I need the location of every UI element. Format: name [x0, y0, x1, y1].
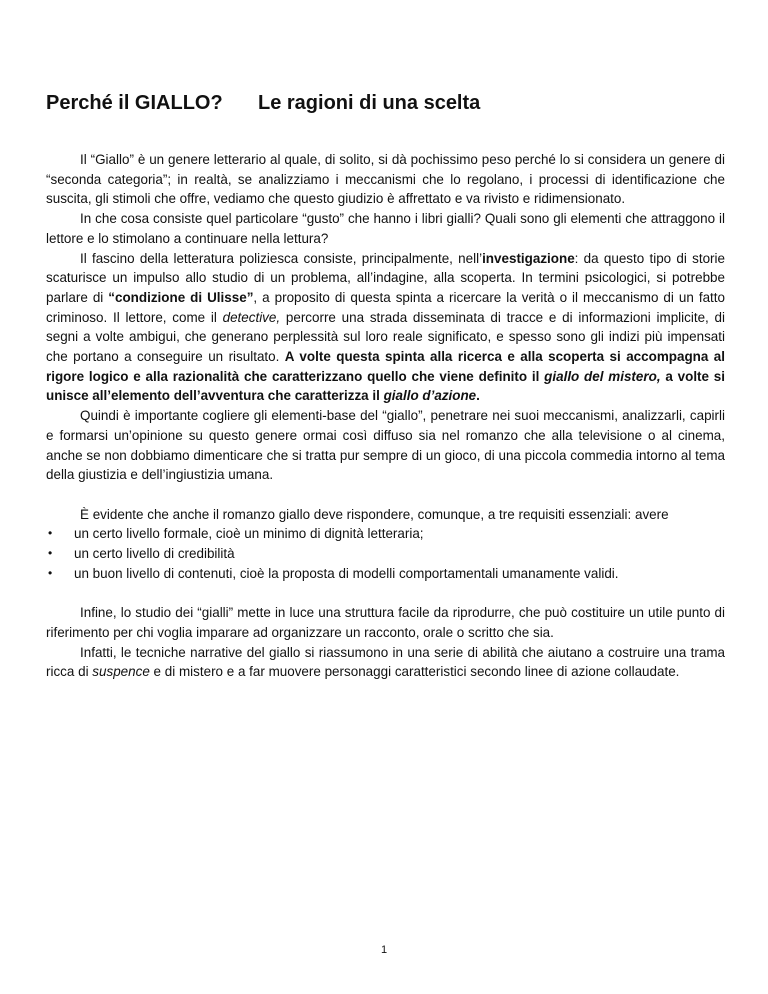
giallo-del-mistero-term: giallo del mistero, — [544, 368, 661, 384]
paragraph-3-bold-text: a volte si unisce all’elemento dell’avventura che caratterizza il — [46, 368, 726, 404]
condizione-di-ulisse-term: “condizione di Ulisse” — [108, 289, 254, 305]
paragraph-3-text: , a proposito di questa spinta a ricercare la verità o il meccanismo di un fatto criminoso. Il lettore, come il — [46, 289, 725, 325]
list-item-text: un buon livello di contenuti, cioè la proposta di modelli comportamentali umanamente validi. — [74, 565, 619, 581]
suspence-term: suspence — [92, 664, 150, 680]
paragraph-4: Quindi è importante cogliere gli elementi-base del “giallo”, penetrare nei suoi meccanismi, analizzarli, capirli e formarsi un’opinione su questo genere ormai così diffuso sia nel romanzo che alla televisione o al cinema, anche se non dobbiamo dimenticare che si tratta pur sempre di un gioco, di una piccola commedia intorno al tema della giustizia e dell’ingiustizia umana. — [46, 408, 725, 483]
title-subtitle: Le ragioni di una scelta — [258, 92, 481, 114]
paragraph-1: Il “Giallo” è un genere letterario al quale, di solito, si dà pochissimo peso perché lo si considera un genere di “seconda categoria”; in realtà, se analizziamo i meccanismi che lo regolano, i processi di identificazione che suscita, gli stimoli che offre, vediamo che questo giudizio è affrettato e va rivisto e ridimensionato. — [46, 152, 725, 207]
paragraph-5: È evidente che anche il romanzo giallo deve rispondere, comunque, a tre requisiti essenziali: avere — [80, 506, 669, 522]
list-item — [46, 564, 725, 584]
list-item-text: un certo livello di credibilità — [74, 546, 235, 562]
requirements-list — [46, 524, 725, 583]
page-number: 1 — [380, 944, 388, 956]
list-item-text: un certo livello formale, cioè un minimo di dignità letteraria; — [74, 526, 424, 542]
title-main: Perché il GIALLO? — [46, 92, 223, 114]
paragraph-3-bold-text: . — [476, 388, 480, 404]
document-body — [46, 150, 725, 682]
bullet-icon: • — [48, 526, 53, 541]
page-title — [46, 92, 726, 115]
paragraph-3-bold-text: A volte questa spinta alla ricerca e alla scoperta si accompagna al rigore logico e alla razionalità che caratterizzano quello che viene definito il — [46, 349, 725, 384]
paragraph-3-text: : da questo tipo di storie scaturisce un impulso allo studio di un problema, all’indagine, alla scoperta. In termini psicologici, si potrebbe parlare di — [46, 250, 725, 305]
list-item — [46, 524, 725, 544]
bullet-icon: • — [48, 546, 53, 561]
paragraph-7-text: Infatti, le tecniche narrative del giallo si riassumono in una serie di abilità che aiutano a costruire una trama ricca di — [46, 644, 725, 680]
paragraph-6: Infine, lo studio dei “gialli” mette in luce una struttura facile da riprodurre, che può costituire un utile punto di riferimento per chi voglia imparare ad organizzare un racconto, orale o scritto che sia. — [46, 605, 725, 640]
bullet-icon: • — [48, 565, 53, 580]
paragraph-3-text: Il fascino della letteratura poliziesca consiste, principalmente, nell’ — [80, 250, 483, 266]
paragraph-7 — [46, 643, 725, 682]
paragraph-3 — [46, 249, 725, 407]
paragraph-2: In che cosa consiste quel particolare “gusto” che hanno i libri gialli? Quali sono gli elementi che attraggono il lettore e lo stimolano a continuare nella lettura? — [46, 211, 725, 246]
investigazione-term: investigazione — [482, 250, 575, 266]
paragraph-7-text: e di mistero e a far muovere personaggi caratteristici secondo linee di azione collaudate. — [149, 664, 680, 680]
list-item — [46, 544, 725, 564]
paragraph-3-text: percorre una strada disseminata di tracce e di informazioni implicite, di segni a volte ambigui, che generano perplessità sul loro reale significato, e spesso sono gli indizi più impensati che portano a conseguire un risultato. — [46, 309, 725, 365]
detective-term: detective, — [222, 309, 281, 325]
giallo-d-azione-term: giallo d’azione — [383, 388, 477, 404]
